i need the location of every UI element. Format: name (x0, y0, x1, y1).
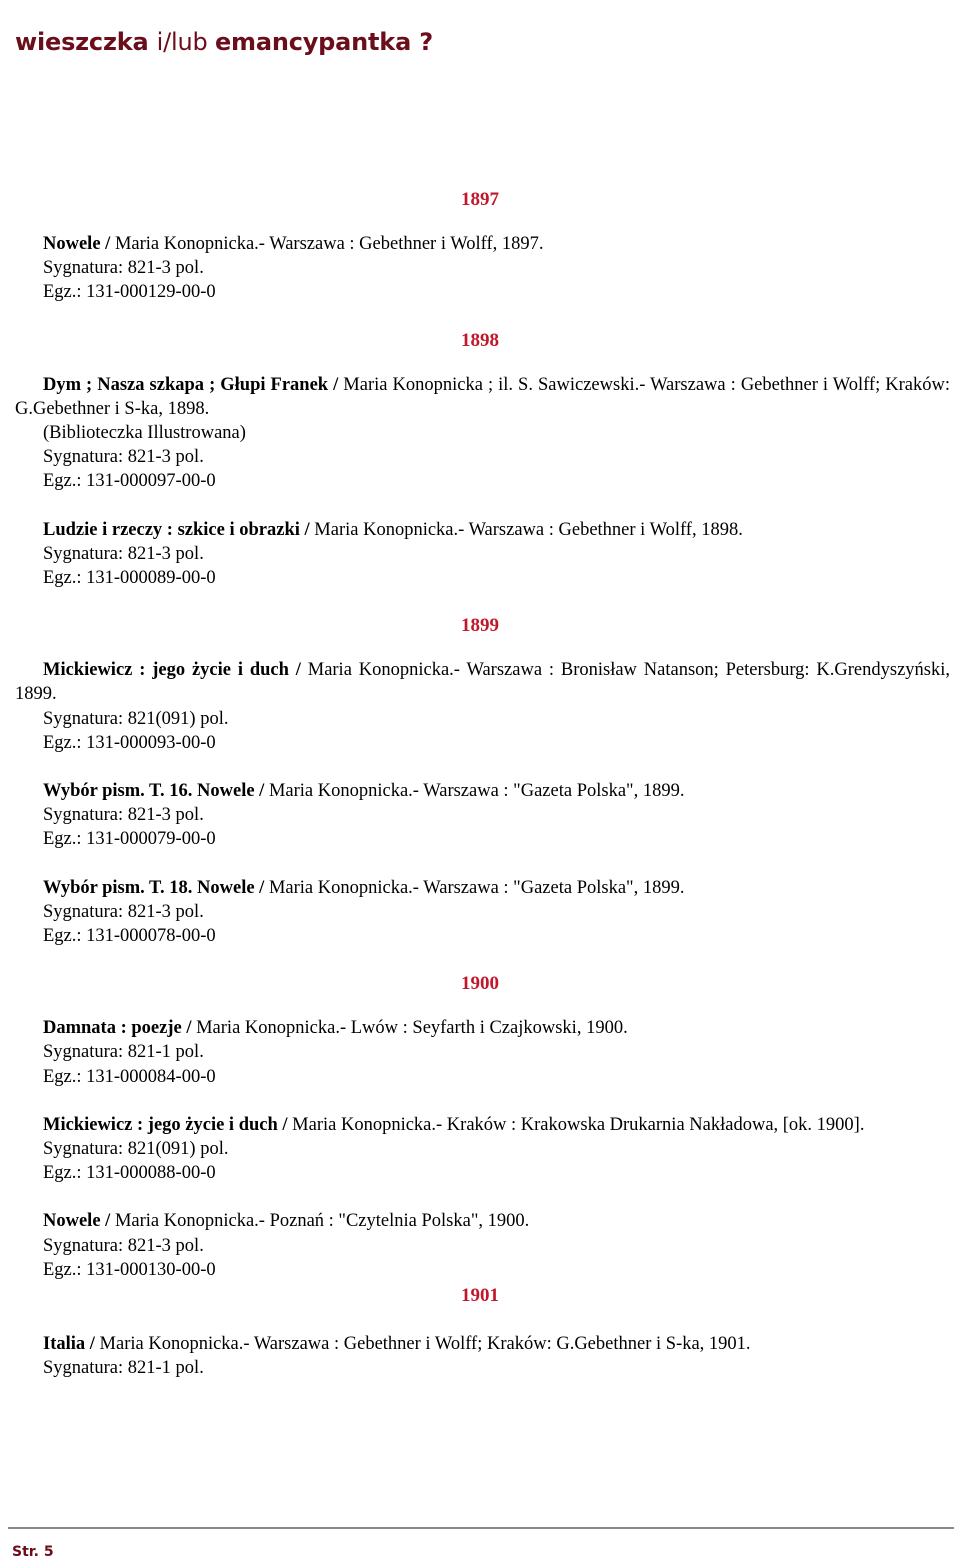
entry-copy: Egz.: 131-000129-00-0 (43, 282, 216, 303)
entry-copy: Egz.: 131-000089-00-0 (43, 568, 216, 589)
bibliography-list (0, 188, 960, 1381)
entry-signature: Sygnatura: 821(091) pol. (43, 708, 229, 729)
entry-title: Italia / (43, 1334, 95, 1355)
entry-description: Maria Konopnicka.- Poznań : "Czytelnia Polska", 1900. (110, 1211, 530, 1232)
entry-title: Mickiewicz : jego życie i duch / (43, 1114, 288, 1135)
entry-copy: Egz.: 131-000088-00-0 (43, 1163, 216, 1184)
entry-signature: Sygnatura: 821-3 pol. (43, 258, 204, 279)
year-heading: 1897 (461, 189, 499, 210)
entry-copy: Egz.: 131-000079-00-0 (43, 829, 216, 850)
entry-series: (Biblioteczka Illustrowana) (43, 423, 246, 444)
bibliography-entry (0, 1209, 960, 1282)
bibliography-entry (0, 1332, 960, 1380)
entry-title: Wybór pism. T. 18. Nowele / (43, 877, 265, 898)
entry-description: Maria Konopnicka.- Warszawa : Gebethner i Wolff; Kraków: G.Gebethner i S-ka, 1901. (94, 1334, 751, 1355)
entry-title: Dym ; Nasza szkapa ; Głupi Franek / (43, 374, 339, 395)
entry-description: Maria Konopnicka.- Warszawa : Gebethner i Wolff, 1898. (309, 519, 743, 540)
entry-copy: Egz.: 131-000130-00-0 (43, 1259, 216, 1280)
entry-title: Mickiewicz : jego życie i duch / (43, 660, 301, 681)
header-title-part3: emancypantka ? (214, 28, 433, 56)
bibliography-entry (0, 232, 960, 305)
entry-signature: Sygnatura: 821-3 pol. (43, 447, 204, 468)
entry-copy: Egz.: 131-000097-00-0 (43, 471, 216, 492)
entry-description: Maria Konopnicka.- Warszawa : Gebethner i Wolff, 1897. (110, 234, 544, 254)
entry-description: Maria Konopnicka.- Kraków : Krakowska Drukarnia Nakładowa, [ok. 1900]. (287, 1114, 865, 1135)
year-heading: 1900 (461, 973, 499, 995)
year-heading: 1899 (461, 615, 499, 637)
entry-title: Damnata : poezje / (43, 1018, 192, 1039)
bibliography-entry (0, 779, 960, 852)
entry-signature: Sygnatura: 821-1 pol. (43, 1042, 204, 1063)
bibliography-entry (0, 1113, 960, 1186)
entry-signature: Sygnatura: 821-3 pol. (43, 543, 204, 564)
entry-signature: Sygnatura: 821(091) pol. (43, 1139, 229, 1160)
entry-signature: Sygnatura: 821-3 pol. (43, 901, 204, 922)
entry-signature: Sygnatura: 821-1 pol. (43, 1358, 204, 1379)
entry-title: Nowele / (43, 234, 111, 254)
entry-signature: Sygnatura: 821-3 pol. (43, 805, 204, 826)
entry-title: Wybór pism. T. 16. Nowele / (43, 781, 265, 802)
bibliography-entry (0, 658, 960, 755)
entry-description: Maria Konopnicka ; il. S. Sawiczewski.- Warszawa : Gebethner i Wolff; Kraków: G.Gebethner i S-ka, 1898. (15, 374, 950, 419)
year-heading: 1898 (461, 329, 499, 351)
bibliography-entry (0, 876, 960, 949)
header-title-part1: wieszczka (15, 28, 157, 56)
entry-title: Ludzie i rzeczy : szkice i obrazki / (43, 519, 310, 540)
entry-description: Maria Konopnicka.- Warszawa : Bronisław Natanson; Petersburg: K.Grendyszyński, 1899. (15, 660, 950, 705)
entry-description: Maria Konopnicka.- Warszawa : "Gazeta Polska", 1899. (264, 877, 685, 898)
footer-divider (8, 1527, 954, 1529)
bibliography-entry (0, 373, 960, 494)
page-number: Str. 5 (12, 1544, 54, 1560)
entry-copy: Egz.: 131-000078-00-0 (43, 926, 216, 947)
bibliography-entry (0, 518, 960, 591)
entry-copy: Egz.: 131-000093-00-0 (43, 732, 216, 753)
entry-description: Maria Konopnicka.- Lwów : Seyfarth i Czajkowski, 1900. (191, 1018, 628, 1039)
entry-signature: Sygnatura: 821-3 pol. (43, 1235, 204, 1256)
entry-description: Maria Konopnicka.- Warszawa : "Gazeta Polska", 1899. (264, 781, 685, 802)
entry-copy: Egz.: 131-000084-00-0 (43, 1066, 216, 1087)
entry-title: Nowele / (43, 1211, 111, 1232)
year-heading: 1901 (461, 1285, 499, 1307)
bibliography-entry (0, 1016, 960, 1089)
page-header-title (15, 28, 433, 56)
header-title-part2: i/lub (156, 28, 215, 56)
